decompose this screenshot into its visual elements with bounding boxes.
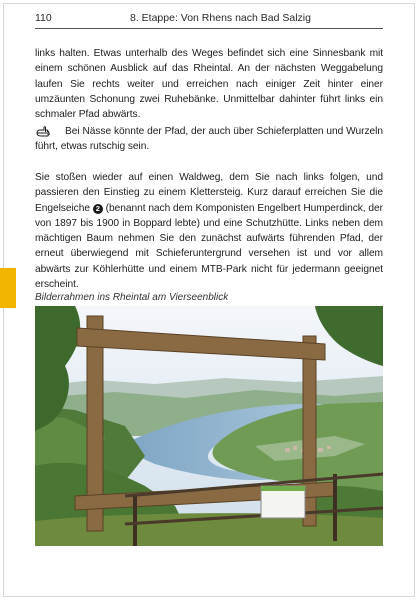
photo-picture-frame-rhine-valley bbox=[35, 306, 383, 546]
photo-caption: Bilderrahmen ins Rheintal am Vierseenblick bbox=[35, 292, 229, 303]
paragraph-3 bbox=[35, 170, 383, 292]
paragraph-2-hint: Bei Nässe könnte der Pfad, der auch über Schieferplatten und Wurzeln führt, etwas rutschig sein. bbox=[35, 126, 383, 153]
page-header bbox=[35, 12, 383, 26]
header-rule bbox=[35, 28, 383, 29]
running-title: 8. Etappe: Von Rhens nach Bad Salzig bbox=[130, 12, 311, 24]
paragraph-3-text-b: (benannt nach dem Komponisten Engelbert Humperdinck, der von 1897 bis 1900 in Boppard lebte) und eine Schutzhütte. Links neben dem mächtigen Baum nehmen Sie den zunächst aufwärts führenden Pfad, der erneut überwiegend mit Schieferuntergrund versehen ist und vor allem abwärts zur Köhlerhütte und einem MTB-Park nicht für jedermann geeignet erscheint. bbox=[35, 202, 383, 291]
location-marker: 2 bbox=[93, 204, 103, 214]
paragraph-1: links halten. Etwas unterhalb des Weges befindet sich eine Sinnesbank mit einem schönen Ausblick auf das Rheintal. An der nächsten Weggabelung laufen Sie rechts weiter und erreichen nach einiger Zeit hinter einer umzäunten Schonung zwei Ruhebänke. Unmittelbar dahinter führt links ein schmaler Pfad abwärts. bbox=[35, 48, 383, 121]
chapter-tab bbox=[0, 268, 16, 308]
paragraph-3-text-a: Sie stoßen wieder auf einen Waldweg, dem Sie nach links folgen, und passieren den Einstieg zu einem Klettersteig. Kurz darauf erreichen Sie die Engelseiche bbox=[35, 172, 383, 214]
page-number: 110 bbox=[35, 12, 52, 24]
photo-illustration bbox=[35, 306, 383, 546]
